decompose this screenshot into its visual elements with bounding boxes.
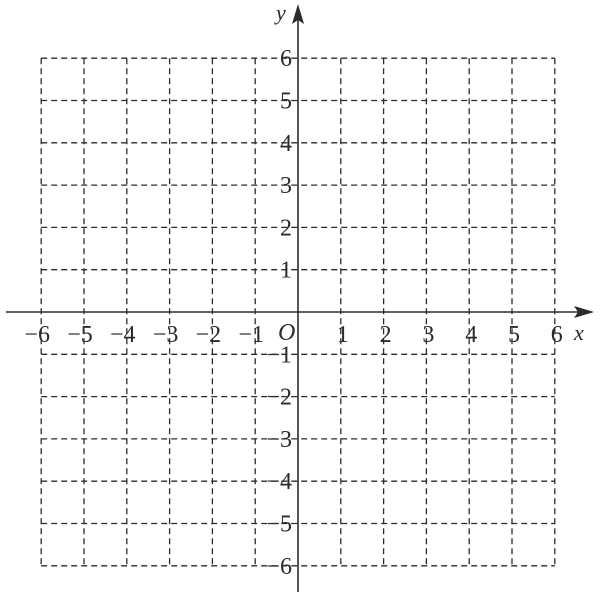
y-tick-label: −3 bbox=[266, 426, 292, 453]
x-tick-label: 6 bbox=[550, 322, 563, 348]
x-tick-label: 4 bbox=[465, 322, 478, 348]
y-tick-label: −1 bbox=[266, 342, 292, 369]
x-tick-label: −1 bbox=[238, 322, 264, 348]
origin-label: O bbox=[278, 320, 296, 346]
y-tick-label: 3 bbox=[280, 173, 292, 200]
y-tick-label: 1 bbox=[280, 257, 292, 284]
y-tick-label: −2 bbox=[266, 384, 292, 411]
y-tick-label: −6 bbox=[266, 553, 292, 580]
y-tick-label: −4 bbox=[266, 469, 292, 496]
y-tick-label: −5 bbox=[266, 511, 292, 538]
x-tick-label: −4 bbox=[110, 322, 136, 348]
x-tick-label: −3 bbox=[152, 322, 179, 348]
x-tick-label: 3 bbox=[422, 322, 435, 348]
y-tick-label: 5 bbox=[280, 88, 292, 115]
x-tick-label: 1 bbox=[336, 322, 349, 348]
y-tick-labels bbox=[266, 46, 292, 580]
y-tick-label: 4 bbox=[280, 130, 292, 157]
x-tick-label: 2 bbox=[379, 322, 392, 348]
x-tick-label: −2 bbox=[195, 322, 222, 348]
x-tick-label: 5 bbox=[508, 322, 520, 348]
x-tick-label: −5 bbox=[67, 322, 93, 348]
x-axis-name: x bbox=[574, 320, 584, 345]
y-tick-label: 6 bbox=[280, 46, 292, 73]
x-tick-label: −6 bbox=[24, 322, 50, 348]
y-axis-name: y bbox=[276, 0, 286, 25]
y-tick-label: 2 bbox=[280, 215, 292, 242]
